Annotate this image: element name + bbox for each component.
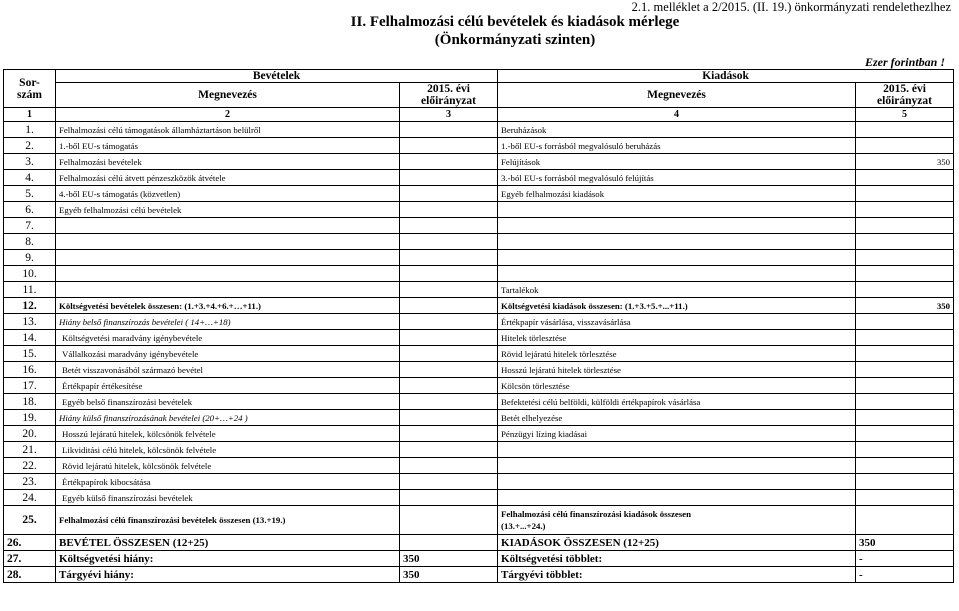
left-label: Felhalmozási bevételek xyxy=(56,154,400,170)
row-number: 21. xyxy=(4,442,56,458)
left-amount xyxy=(400,535,498,551)
right-label xyxy=(498,458,856,474)
left-amount xyxy=(400,458,498,474)
header-megnevezes-left: Megnevezés xyxy=(56,83,400,108)
left-label: Egyéb felhalmozási célú bevételek xyxy=(56,202,400,218)
right-label: Hosszú lejáratú hitelek törlesztése xyxy=(498,362,856,378)
left-amount xyxy=(400,314,498,330)
unit-note: Ezer forintban ! xyxy=(864,55,945,69)
left-amount xyxy=(400,266,498,282)
table-row xyxy=(4,314,954,330)
left-amount xyxy=(400,490,498,506)
right-amount xyxy=(856,218,954,234)
annex-reference: 2.1. melléklet a 2/2015. (II. 19.) önkormányzati rendelethezlhez xyxy=(631,0,951,14)
table-row xyxy=(4,298,954,314)
left-amount xyxy=(400,234,498,250)
left-label xyxy=(56,266,400,282)
table-row xyxy=(4,202,954,218)
right-amount: - xyxy=(856,551,954,567)
table-row-total xyxy=(4,535,954,551)
left-label: Hiány külső finanszírozásának bevételei (20+…+24 ) xyxy=(56,410,400,426)
right-amount xyxy=(856,330,954,346)
left-amount xyxy=(400,218,498,234)
row-number: 1. xyxy=(4,122,56,138)
right-label xyxy=(498,506,856,535)
right-amount xyxy=(856,378,954,394)
left-amount xyxy=(400,330,498,346)
row-number: 5. xyxy=(4,186,56,202)
left-amount xyxy=(400,170,498,186)
table-row xyxy=(4,346,954,362)
left-amount: 350 xyxy=(400,567,498,583)
right-amount: 350 xyxy=(856,154,954,170)
right-label: Kölcsön törlesztése xyxy=(498,378,856,394)
row-number: 25. xyxy=(4,506,56,535)
right-label: Értékpapír vásárlása, visszavásárlása xyxy=(498,314,856,330)
page-subtitle: (Önkormányzati szinten) xyxy=(434,32,596,48)
right-label: 3.-ból EU-s forrásból megvalósuló felújítás xyxy=(498,170,856,186)
left-label: Felhalmozási célú finanszírozási bevételek összesen (13.+19.) xyxy=(56,506,400,535)
page-title: II. Felhalmozási célú bevételek és kiadások mérlege xyxy=(350,14,680,30)
header-eloiranyzat-right: 2015. évi előirányzat xyxy=(856,83,954,108)
table-row-total xyxy=(4,567,954,583)
header-megnevezes-right: Megnevezés xyxy=(498,83,856,108)
header-row-sections xyxy=(4,70,954,83)
right-label xyxy=(498,442,856,458)
row-number: 11. xyxy=(4,282,56,298)
table-row xyxy=(4,490,954,506)
right-amount xyxy=(856,314,954,330)
right-label: KIADÁSOK ÖSSZESEN (12+25) xyxy=(498,535,856,551)
table-row xyxy=(4,330,954,346)
table-row xyxy=(4,266,954,282)
left-amount xyxy=(400,250,498,266)
header-kiadasok: Kiadások xyxy=(498,70,954,83)
right-amount xyxy=(856,250,954,266)
row-number: 4. xyxy=(4,170,56,186)
right-label: Beruházások xyxy=(498,122,856,138)
right-amount: - xyxy=(856,567,954,583)
row-number: 20. xyxy=(4,426,56,442)
left-label: Likviditási célú hitelek, kölcsönök felvétele xyxy=(56,442,400,458)
left-amount xyxy=(400,346,498,362)
right-label: 1.-ből EU-s forrásból megvalósuló beruházás xyxy=(498,138,856,154)
right-amount xyxy=(856,506,954,535)
left-label: Felhalmozási célú támogatások államháztartáson belülről xyxy=(56,122,400,138)
right-label: Tartalékok xyxy=(498,282,856,298)
table-row xyxy=(4,122,954,138)
col-number: 2 xyxy=(56,108,400,122)
right-amount xyxy=(856,346,954,362)
left-label: Költségvetési hiány: xyxy=(56,551,400,567)
table-row xyxy=(4,426,954,442)
row-number: 23. xyxy=(4,474,56,490)
right-label xyxy=(498,250,856,266)
right-label: Tárgyévi többlet: xyxy=(498,567,856,583)
right-amount xyxy=(856,234,954,250)
right-label: Költségvetési többlet: xyxy=(498,551,856,567)
left-label: Költségvetési bevételek összesen: (1.+3.+4.+6.+…+11.) xyxy=(56,298,400,314)
left-amount xyxy=(400,442,498,458)
right-amount xyxy=(856,186,954,202)
table-row xyxy=(4,394,954,410)
header-eloiranyzat-left: 2015. évi előirányzat xyxy=(400,83,498,108)
right-label xyxy=(498,474,856,490)
right-label: Rövid lejáratú hitelek törlesztése xyxy=(498,346,856,362)
left-label: 1.-ből EU-s támogatás xyxy=(56,138,400,154)
left-label: Egyéb külső finanszírozási bevételek xyxy=(56,490,400,506)
right-label xyxy=(498,266,856,282)
row-number: 18. xyxy=(4,394,56,410)
right-label: Pénzügyi lízing kiadásai xyxy=(498,426,856,442)
right-label: Hitelek törlesztése xyxy=(498,330,856,346)
row-number: 10. xyxy=(4,266,56,282)
right-amount xyxy=(856,282,954,298)
row-number: 19. xyxy=(4,410,56,426)
left-amount xyxy=(400,298,498,314)
row-number: 17. xyxy=(4,378,56,394)
table-row xyxy=(4,154,954,170)
table-row xyxy=(4,170,954,186)
right-amount xyxy=(856,458,954,474)
right-amount xyxy=(856,442,954,458)
row-number: 26. xyxy=(4,535,56,551)
right-label: Felújítások xyxy=(498,154,856,170)
left-label: Betét visszavonásából származó bevétel xyxy=(56,362,400,378)
right-label-line2: (13.+...+24.) xyxy=(501,521,546,531)
left-amount xyxy=(400,506,498,535)
table-row xyxy=(4,362,954,378)
left-amount xyxy=(400,426,498,442)
column-number-row xyxy=(4,108,954,122)
right-label xyxy=(498,218,856,234)
table-row xyxy=(4,250,954,266)
right-amount xyxy=(856,138,954,154)
table-row xyxy=(4,282,954,298)
table-row-financing-total xyxy=(4,506,954,535)
col-number: 4 xyxy=(498,108,856,122)
left-amount: 350 xyxy=(400,551,498,567)
left-label: Felhalmozási célú átvett pénzeszközök átvétele xyxy=(56,170,400,186)
table-row xyxy=(4,186,954,202)
left-amount xyxy=(400,138,498,154)
right-label xyxy=(498,202,856,218)
right-amount xyxy=(856,266,954,282)
header-bevetelek: Bevételek xyxy=(56,70,498,83)
row-number: 22. xyxy=(4,458,56,474)
left-label: Költségvetési maradvány igénybevétele xyxy=(56,330,400,346)
table-row xyxy=(4,138,954,154)
row-number: 7. xyxy=(4,218,56,234)
header-sorszam: Sor-szám xyxy=(4,70,56,108)
row-number: 28. xyxy=(4,567,56,583)
table-row xyxy=(4,234,954,250)
right-amount: 350 xyxy=(856,535,954,551)
right-amount xyxy=(856,362,954,378)
row-number: 12. xyxy=(4,298,56,314)
right-label: Befektetési célú belföldi, külföldi értékpapírok vásárlása xyxy=(498,394,856,410)
right-amount: 350 xyxy=(856,298,954,314)
right-amount xyxy=(856,410,954,426)
right-amount xyxy=(856,170,954,186)
left-amount xyxy=(400,186,498,202)
left-amount xyxy=(400,378,498,394)
row-number: 9. xyxy=(4,250,56,266)
left-label: Értékpapírok kibocsátása xyxy=(56,474,400,490)
left-label: Tárgyévi hiány: xyxy=(56,567,400,583)
row-number: 27. xyxy=(4,551,56,567)
row-number: 14. xyxy=(4,330,56,346)
row-number: 3. xyxy=(4,154,56,170)
left-amount xyxy=(400,410,498,426)
row-number: 8. xyxy=(4,234,56,250)
right-label: Egyéb felhalmozási kiadások xyxy=(498,186,856,202)
right-amount xyxy=(856,426,954,442)
table-row xyxy=(4,458,954,474)
balance-table xyxy=(3,69,954,583)
table-row-total xyxy=(4,551,954,567)
table-row xyxy=(4,378,954,394)
left-amount xyxy=(400,202,498,218)
left-label: 4.-ből EU-s támogatás (közvetlen) xyxy=(56,186,400,202)
right-amount xyxy=(856,394,954,410)
table-row xyxy=(4,218,954,234)
left-label: Hiány belső finanszírozás bevételei ( 14+…+18) xyxy=(56,314,400,330)
left-amount xyxy=(400,362,498,378)
left-label: Rövid lejáratú hitelek, kölcsönök felvétele xyxy=(56,458,400,474)
table-row xyxy=(4,410,954,426)
right-label: Költségvetési kiadások összesen: (1.+3.+5.+...+11.) xyxy=(498,298,856,314)
right-amount xyxy=(856,122,954,138)
left-label: Egyéb belső finanszírozási bevételek xyxy=(56,394,400,410)
row-number: 24. xyxy=(4,490,56,506)
right-label xyxy=(498,234,856,250)
right-amount xyxy=(856,202,954,218)
left-amount xyxy=(400,474,498,490)
left-label xyxy=(56,250,400,266)
right-label xyxy=(498,490,856,506)
table-row xyxy=(4,442,954,458)
row-number: 13. xyxy=(4,314,56,330)
col-number: 1 xyxy=(4,108,56,122)
right-amount xyxy=(856,474,954,490)
left-label: Hosszú lejáratú hitelek, kölcsönök felvétele xyxy=(56,426,400,442)
right-amount xyxy=(856,490,954,506)
row-number: 6. xyxy=(4,202,56,218)
left-label: BEVÉTEL ÖSSZESEN (12+25) xyxy=(56,535,400,551)
left-label xyxy=(56,218,400,234)
left-amount xyxy=(400,282,498,298)
left-label xyxy=(56,234,400,250)
right-label: Betét elhelyezése xyxy=(498,410,856,426)
row-number: 15. xyxy=(4,346,56,362)
left-label: Értékpapír értékesítése xyxy=(56,378,400,394)
col-number: 5 xyxy=(856,108,954,122)
left-amount xyxy=(400,154,498,170)
left-amount xyxy=(400,394,498,410)
left-label: Vállalkozási maradvány igénybevétele xyxy=(56,346,400,362)
row-number: 16. xyxy=(4,362,56,378)
col-number: 3 xyxy=(400,108,498,122)
left-amount xyxy=(400,122,498,138)
left-label xyxy=(56,282,400,298)
right-label-line1: Felhalmozási célú finanszírozási kiadások összesen xyxy=(501,509,691,519)
table-row xyxy=(4,474,954,490)
row-number: 2. xyxy=(4,138,56,154)
header-row-columns xyxy=(4,83,954,108)
